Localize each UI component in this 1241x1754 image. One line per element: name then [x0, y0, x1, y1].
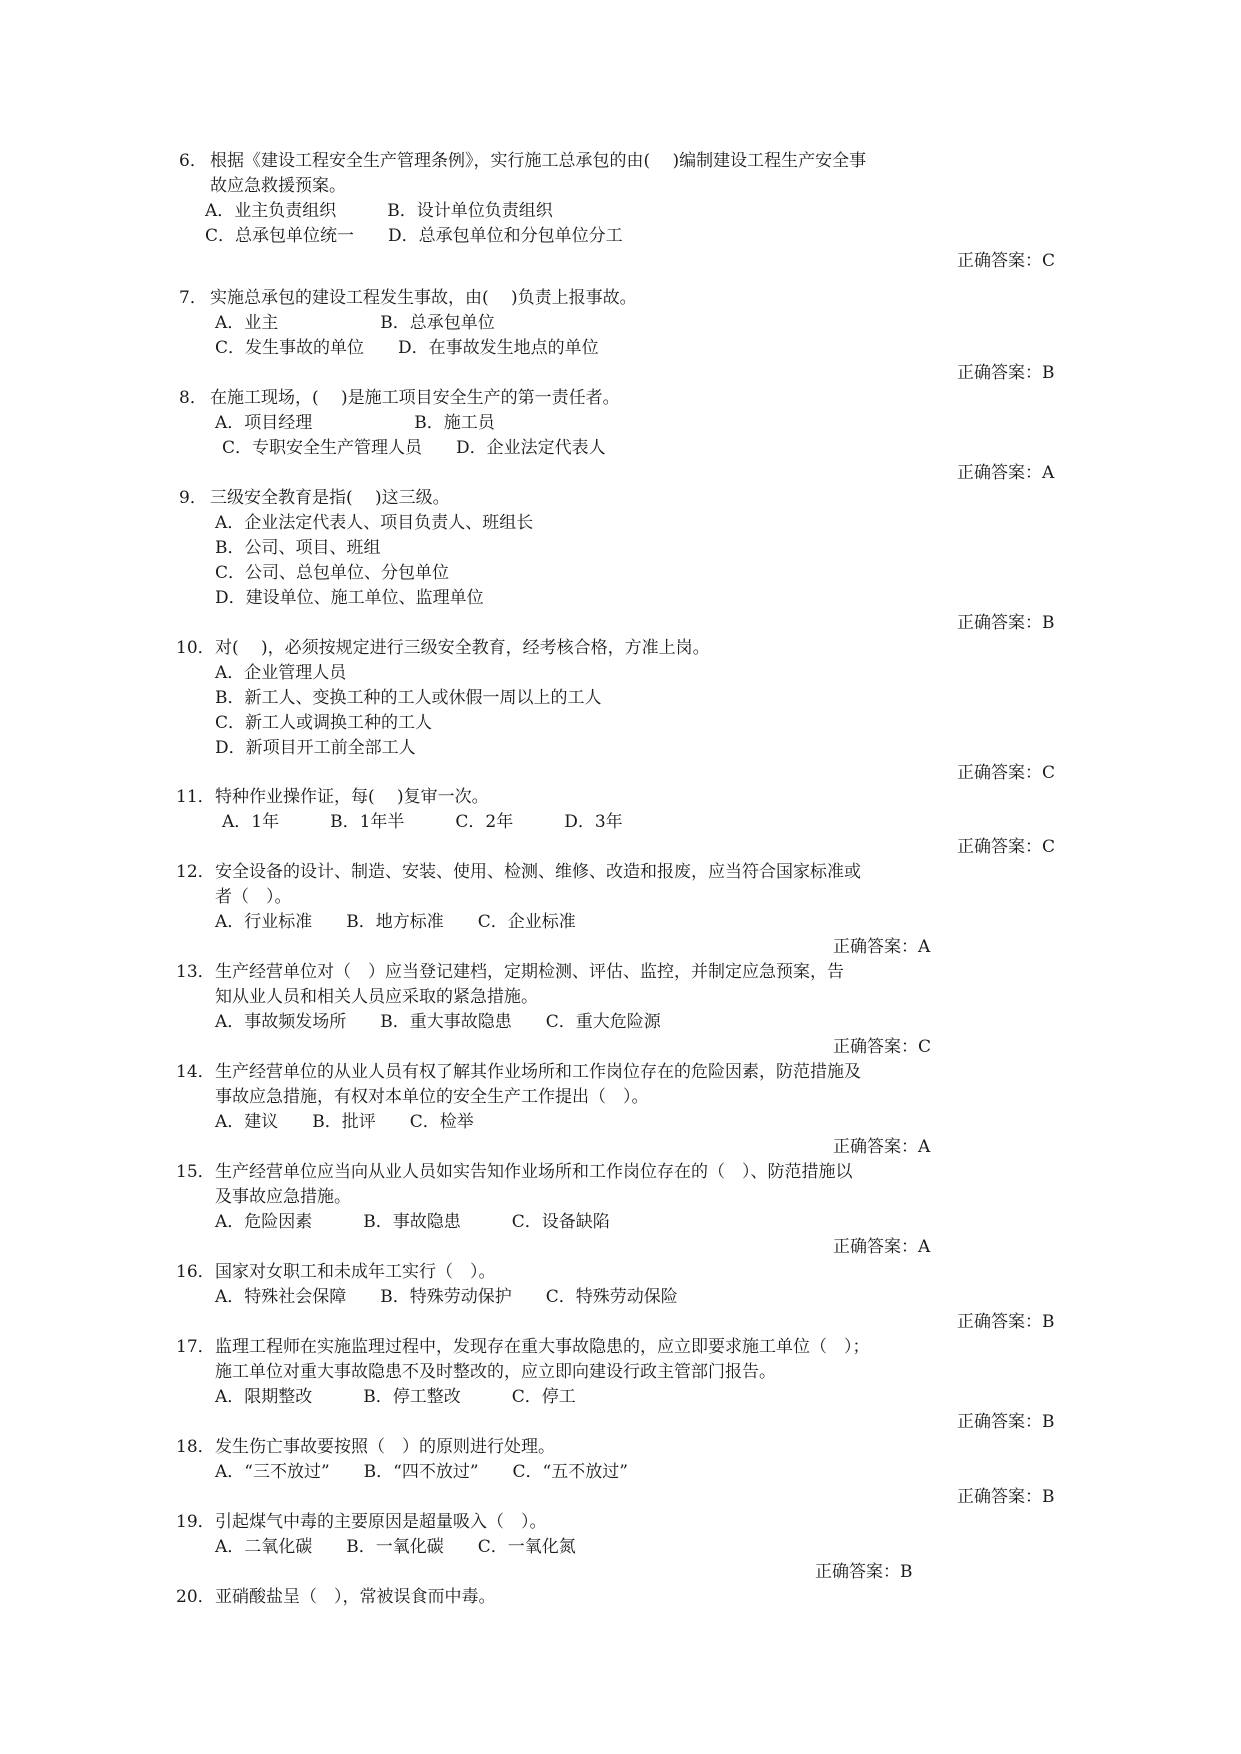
answer-options: C．专职安全生产管理人员 D．企业法定代表人 [222, 437, 606, 458]
correct-answer: 正确答案：A [833, 1236, 931, 1257]
answer-options: A．危险因素 B．事故隐患 C．设备缺陷 [215, 1211, 610, 1232]
correct-answer: 正确答案：B [815, 1561, 913, 1582]
question-number: 8． [179, 388, 207, 408]
question-text: 知从业人员和相关人员应采取的紧急措施。 [215, 986, 538, 1007]
question-text: 安全设备的设计、制造、安装、使用、检测、维修、改造和报废，应当符合国家标准或 [215, 862, 861, 882]
answer-options: A．企业管理人员 [215, 662, 347, 683]
question-number: 20． [176, 1587, 215, 1607]
question-text: 引起煤气中毒的主要原因是超量吸入（ ）。 [215, 1512, 547, 1532]
answer-options: B．新工人、变换工种的工人或休假一周以上的工人 [215, 687, 602, 708]
question-text: 对( )，必须按规定进行三级安全教育，经考核合格，方准上岗。 [215, 638, 710, 658]
question-text: 生产经营单位应当向从业人员如实告知作业场所和工作岗位存在的（ ）、防范措施以 [215, 1162, 853, 1182]
question-text: 国家对女职工和未成年工实行（ ）。 [215, 1262, 496, 1282]
question-number: 9． [179, 488, 207, 508]
question-text: 发生伤亡事故要按照（ ）的原则进行处理。 [215, 1437, 555, 1457]
correct-answer: 正确答案：B [957, 1486, 1055, 1507]
question-number: 14． [176, 1062, 215, 1082]
correct-answer: 正确答案：B [957, 362, 1055, 383]
question-number: 18． [176, 1437, 215, 1457]
answer-options: A．特殊社会保障 B．特殊劳动保护 C．特殊劳动保险 [215, 1286, 678, 1307]
question-text: 故应急救援预案。 [210, 175, 346, 196]
correct-answer: 正确答案：B [957, 1311, 1055, 1332]
answer-options: A．事故频发场所 B．重大事故隐患 C．重大危险源 [215, 1011, 661, 1032]
correct-answer: 正确答案：A [833, 936, 931, 957]
correct-answer: 正确答案：B [957, 612, 1055, 633]
answer-options: A．二氧化碳 B．一氧化碳 C．一氧化氮 [215, 1536, 576, 1557]
question-text: 三级安全教育是指( )这三级。 [210, 488, 450, 508]
question-text: 施工单位对重大事故隐患不及时整改的，应立即向建设行政主管部门报告。 [215, 1361, 776, 1382]
question-number: 16． [176, 1262, 215, 1282]
correct-answer: 正确答案：A [833, 1136, 931, 1157]
answer-options: C．新工人或调换工种的工人 [215, 712, 433, 733]
question-text: 生产经营单位的从业人员有权了解其作业场所和工作岗位存在的危险因素，防范措施及 [215, 1062, 861, 1082]
answer-options: C．发生事故的单位 D．在事故发生地点的单位 [215, 337, 599, 358]
question-text: 者（ ）。 [215, 886, 292, 907]
question-text: 事故应急措施，有权对本单位的安全生产工作提出（ ）。 [215, 1086, 649, 1107]
correct-answer: 正确答案：C [957, 836, 1056, 857]
question-number: 7． [179, 288, 207, 308]
question-number: 12． [176, 862, 215, 882]
question-text: 生产经营单位对（ ）应当登记建档，定期检测、评估、监控，并制定应急预案，告 [215, 962, 844, 982]
question-text: 实施总承包的建设工程发生事故，由( )负责上报事故。 [210, 288, 637, 308]
answer-options: A．业主 B．总承包单位 [215, 312, 495, 333]
question-text: 在施工现场，( )是施工项目安全生产的第一责任者。 [210, 388, 620, 408]
answer-options: A．行业标准 B．地方标准 C．企业标准 [215, 911, 576, 932]
question-text: 及事故应急措施。 [215, 1186, 351, 1207]
question-text: 亚硝酸盐呈（ ），常被误食而中毒。 [215, 1587, 496, 1607]
answer-options: A．限期整改 B．停工整改 C．停工 [215, 1386, 576, 1407]
question-number: 11． [176, 787, 215, 807]
correct-answer: 正确答案：A [957, 462, 1055, 483]
correct-answer: 正确答案：C [957, 762, 1056, 783]
question-number: 19． [176, 1512, 215, 1532]
question-number: 13． [176, 962, 215, 982]
question-number: 15． [176, 1162, 215, 1182]
question-text: 特种作业操作证，每( )复审一次。 [215, 787, 489, 807]
answer-options: C．公司、总包单位、分包单位 [215, 562, 450, 583]
correct-answer: 正确答案：C [833, 1036, 932, 1057]
answer-options: A．建议 B．批评 C．检举 [215, 1111, 474, 1132]
answer-options: B．公司、项目、班组 [215, 537, 381, 558]
answer-options: D．建设单位、施工单位、监理单位 [215, 587, 484, 608]
answer-options: A．项目经理 B．施工员 [215, 412, 495, 433]
answer-options: A．“三不放过” B．“四不放过” C．“五不放过” [215, 1461, 628, 1482]
correct-answer: 正确答案：B [957, 1411, 1055, 1432]
answer-options: A．企业法定代表人、项目负责人、班组长 [215, 512, 534, 533]
question-number: 6． [179, 151, 207, 171]
question-text: 监理工程师在实施监理过程中，发现存在重大事故隐患的，应立即要求施工单位（ ）； [215, 1337, 870, 1357]
answer-options: A．业主负责组织 B．设计单位负责组织 [205, 200, 553, 221]
answer-options: A．1年 B．1年半 C．2年 D．3年 [222, 811, 623, 832]
question-text: 根据《建设工程安全生产管理条例》，实行施工总承包的由( )编制建设工程生产安全事 [210, 151, 867, 171]
correct-answer: 正确答案：C [957, 250, 1056, 271]
answer-options: C．总承包单位统一 D．总承包单位和分包单位分工 [205, 225, 623, 246]
question-number: 10． [176, 638, 215, 658]
question-number: 17． [176, 1337, 215, 1357]
answer-options: D．新项目开工前全部工人 [215, 737, 416, 758]
